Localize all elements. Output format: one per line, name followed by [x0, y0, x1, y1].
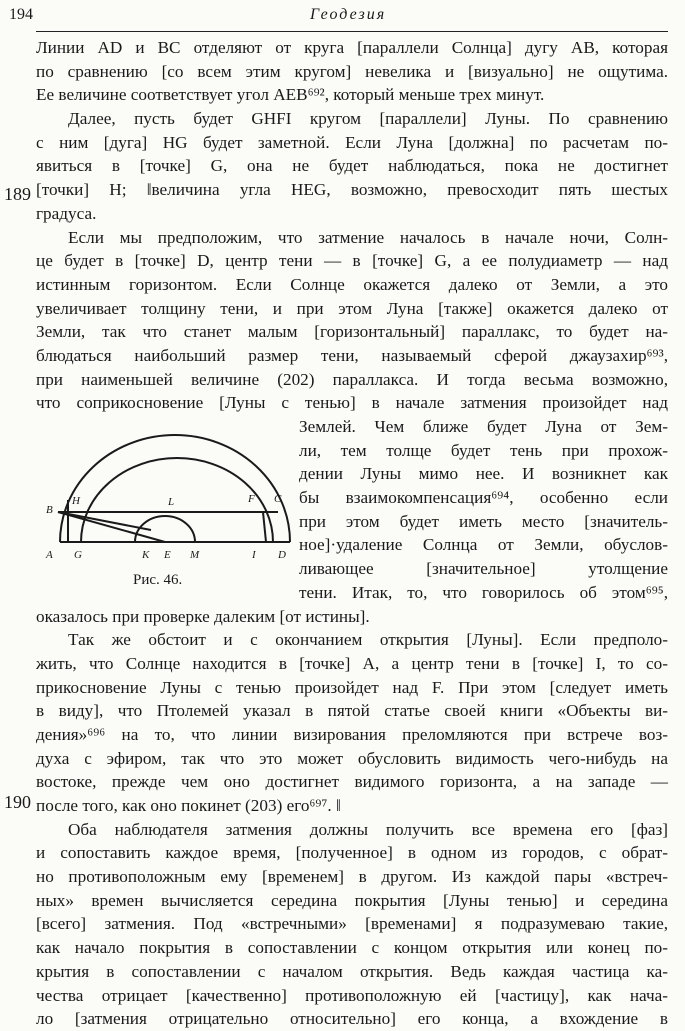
- running-title: Геодезия: [310, 6, 387, 23]
- text-line: чества отрицает [качественно] противоположную ей [частицу], как нача-: [36, 985, 668, 1005]
- figure-46: [38, 420, 296, 600]
- text-line: ли, тем толще будет тень при прохож-: [299, 440, 668, 460]
- text-line: блюдаться наибольший размер тени, называемый сферой джаузахир⁶⁹³,: [36, 345, 668, 365]
- margin-number-190: 190: [4, 792, 31, 812]
- label-g: G: [74, 549, 82, 561]
- text-line: и сопоставить каждое время, [полученное] в одном из городов, с обрат-: [36, 843, 668, 863]
- text-line: но противоположным ему [временем] в другом. Из каждой пары «встреч-: [36, 867, 668, 887]
- text-line: Земли, так что станет малым [горизонтальный] параллакс, то будет на-: [36, 322, 668, 342]
- text-line: по сравнению [со всем этим кругом] невелика и [визуально] не ощутима.: [36, 61, 668, 81]
- label-d: D: [278, 549, 286, 561]
- text-line: [всего] затмения. Под «встречными» [временами] я подразумеваю такие,: [36, 914, 668, 934]
- label-h: H: [72, 495, 80, 507]
- text-line: Ее величине соответствует угол AEB⁶⁹², который меньше трех минут.: [36, 85, 545, 105]
- outer-semicircle: [60, 435, 290, 542]
- text-line: Если мы предположим, что затмение началось в начале ночи, Солн-: [68, 227, 668, 247]
- label-c: C: [274, 493, 282, 505]
- text-line: явиться в [точке] G, она не будет наблюдаться, пока не достигнет: [36, 156, 668, 176]
- label-k: K: [142, 549, 150, 561]
- text-line: Далее, пусть будет GHFI кругом [параллели] Луны. По сравнению: [68, 109, 668, 129]
- text-line: в виду], что Птолемей указал в пятой статье своей книги «Объекты ви-: [36, 701, 668, 721]
- label-b: B: [46, 504, 53, 516]
- text-line: увеличивает толщину тени, и при этом Луна [также] окажется далеко от: [36, 298, 668, 318]
- text-line: Оба наблюдателя затмения должны получить все времена его [фаз]: [68, 819, 668, 839]
- text-line: ло [затмения отрицательно относительно] его конца, а вхождение в: [36, 1009, 668, 1029]
- text-line: Линии AD и BC отделяют от круга [параллели Солнца] дугу AB, которая: [36, 38, 668, 57]
- text-line: оказалось при проверке далеким [от истины].: [36, 606, 370, 626]
- figure-caption: Рис. 46.: [133, 572, 183, 588]
- text-line: после того, как оно покинет (203) его⁶⁹⁷. ǁ: [36, 796, 341, 815]
- header-rule: [36, 31, 668, 32]
- label-f: F: [248, 493, 255, 505]
- sight-line-2: [58, 512, 151, 530]
- label-l: L: [168, 496, 175, 508]
- margin-number-189: 189: [4, 184, 31, 204]
- text-line: градуса.: [36, 203, 97, 223]
- text-line: при этом будет иметь место [значитель-: [299, 511, 668, 531]
- text-line: [точки] H; ǁвеличина угла HEG, возможно, превосходит пять шестых: [36, 180, 668, 200]
- text-line: це будет в [точке] D, центр тени — в [точке] G, а ее полудиаметр — над: [36, 251, 668, 271]
- label-m: M: [190, 549, 200, 561]
- text-line: ливающее [значительное] утолщение: [299, 559, 668, 579]
- text-line: Землей. Чем ближе будет Луна от Зем-: [299, 417, 668, 436]
- text-line: дения»⁶⁹⁶ на то, что линии визирования преломляются при встрече воз-: [36, 724, 668, 744]
- text-line: при наименьшей величине (202) параллакса. И тогда весьма возможно,: [36, 369, 668, 389]
- text-line: духа с эфиром, так что это может обусловить видимость чего-нибудь на: [36, 748, 668, 768]
- label-e: E: [164, 549, 171, 561]
- text-line: дении Луны мимо нее. И возникнет как: [299, 464, 668, 484]
- text-line: ное]·удаление Солнца от Земли, обуслов-: [299, 535, 668, 555]
- text-line: востоке, прежде чем оно достигнет видимого горизонта, а на западе —: [36, 772, 668, 792]
- text-line: что соприкосновение [Луны с тенью] в начале затмения произойдет над: [36, 393, 668, 413]
- middle-semicircle: [81, 458, 273, 542]
- label-i: I: [252, 549, 256, 561]
- eclipse-diagram: [38, 420, 296, 570]
- page-header: [0, 4, 685, 30]
- page-number: 194: [9, 6, 33, 23]
- sight-line-1: [58, 512, 165, 542]
- label-a: A: [46, 549, 53, 561]
- text-line: бы взаимокомпенсация⁶⁹⁴, особенно если: [299, 488, 668, 508]
- text-line: истинным горизонтом. Если Солнце окажется далеко от Земли, а это: [36, 274, 668, 294]
- text-line: жить, что Солнце находится в [точке] A, а центр тени в [точке] I, то со-: [36, 653, 668, 673]
- text-line: Так же обстоит и с окончанием открытия [Луны]. Если предполо-: [68, 630, 668, 650]
- text-line: ных» времен вычисляется середина покрытия [Луны тенью] и середина: [36, 890, 668, 910]
- text-line: как начало покрытия в сопоставлении с концом открытия или конец по-: [36, 938, 668, 958]
- text-line: тени. Итак, то, что говорилось об этом⁶⁹⁵,: [299, 582, 668, 602]
- vertical-right: [263, 512, 266, 542]
- text-line: с ним [дуга] HG будет заметной. Если Луна [должна] по расчетам по-: [36, 132, 668, 152]
- text-line: крытия в сопоставлении с началом открытия. Ведь каждая частица ка-: [36, 961, 668, 981]
- text-line: прикосновение Луны с тенью произойдет над F. При этом [следует иметь: [36, 677, 668, 697]
